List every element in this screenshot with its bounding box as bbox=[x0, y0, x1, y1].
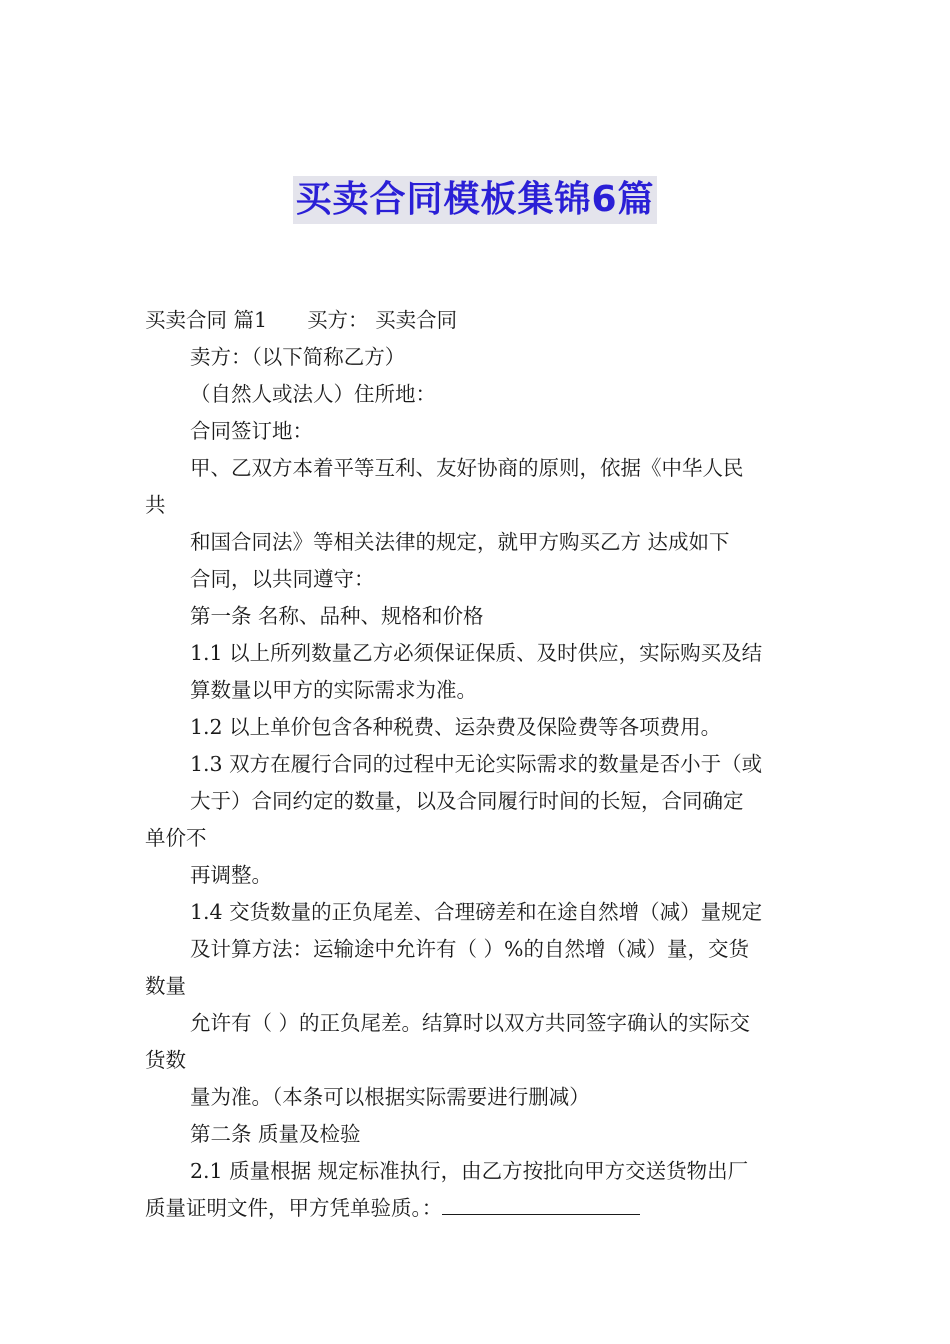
paragraph-text: 质量证明文件，甲方凭单验质。： bbox=[145, 1196, 443, 1220]
paragraph-line: 允许有（ ）的正负尾差。结算时以双方共同签字确认的实际交 bbox=[190, 1011, 751, 1035]
paragraph-line: 货数 bbox=[145, 1048, 186, 1072]
fill-in-blank bbox=[442, 1192, 640, 1215]
title-container bbox=[0, 176, 950, 224]
paragraph-line: 算数量以甲方的实际需求为准。 bbox=[190, 678, 477, 702]
paragraph-line: 量为准。（本条可以根据实际需要进行删减） bbox=[190, 1085, 590, 1109]
paragraph-line: 单价不 bbox=[145, 826, 207, 850]
paragraph-line bbox=[145, 302, 810, 339]
paragraph-line: 卖方：（以下简称乙方） bbox=[190, 345, 406, 369]
section-heading: 买卖合同 篇1 bbox=[145, 308, 268, 332]
article-heading: 第二条 质量及检验 bbox=[190, 1122, 361, 1146]
paragraph-line: 再调整。 bbox=[190, 863, 272, 887]
paragraph-line: （自然人或法人）住所地： bbox=[190, 382, 436, 406]
paragraph-line: 大于）合同约定的数量，以及合同履行时间的长短，合同确定 bbox=[190, 789, 744, 813]
paragraph-line: 合同，以共同遵守： bbox=[190, 567, 375, 591]
paragraph-line: 1.2 以上单价包含各种税费、运杂费及保险费等各项费用。 bbox=[190, 715, 722, 739]
paragraph-line: 及计算方法：运输途中允许有（ ）%的自然增（减）量，交货 bbox=[190, 937, 749, 961]
buyer-value: 买卖合同 bbox=[375, 308, 458, 332]
paragraph-line: 合同签订地： bbox=[190, 419, 313, 443]
document-body bbox=[145, 302, 810, 1227]
paragraph-line: 甲、乙双方本着平等互利、友好协商的原则，依据《中华人民 bbox=[190, 456, 744, 480]
document-title: 买卖合同模板集锦6篇 bbox=[293, 176, 656, 224]
paragraph-line: 1.1 以上所列数量乙方必须保证保质、及时供应，实际购买及结 bbox=[190, 641, 763, 665]
paragraph-line: 1.4 交货数量的正负尾差、合理磅差和在途自然增（减）量规定 bbox=[190, 900, 763, 924]
buyer-label: 买方： bbox=[307, 308, 369, 332]
paragraph-line bbox=[145, 1190, 810, 1227]
article-heading: 第一条 名称、品种、规格和价格 bbox=[190, 604, 484, 628]
paragraph-line: 共 bbox=[145, 493, 166, 517]
paragraph-line: 2.1 质量根据 规定标准执行，由乙方按批向甲方交送货物出厂 bbox=[190, 1159, 749, 1183]
paragraph-line: 和国合同法》等相关法律的规定，就甲方购买乙方 达成如下 bbox=[190, 530, 730, 554]
paragraph-line: 数量 bbox=[145, 974, 186, 998]
paragraph-line: 1.3 双方在履行合同的过程中无论实际需求的数量是否小于（或 bbox=[190, 752, 763, 776]
